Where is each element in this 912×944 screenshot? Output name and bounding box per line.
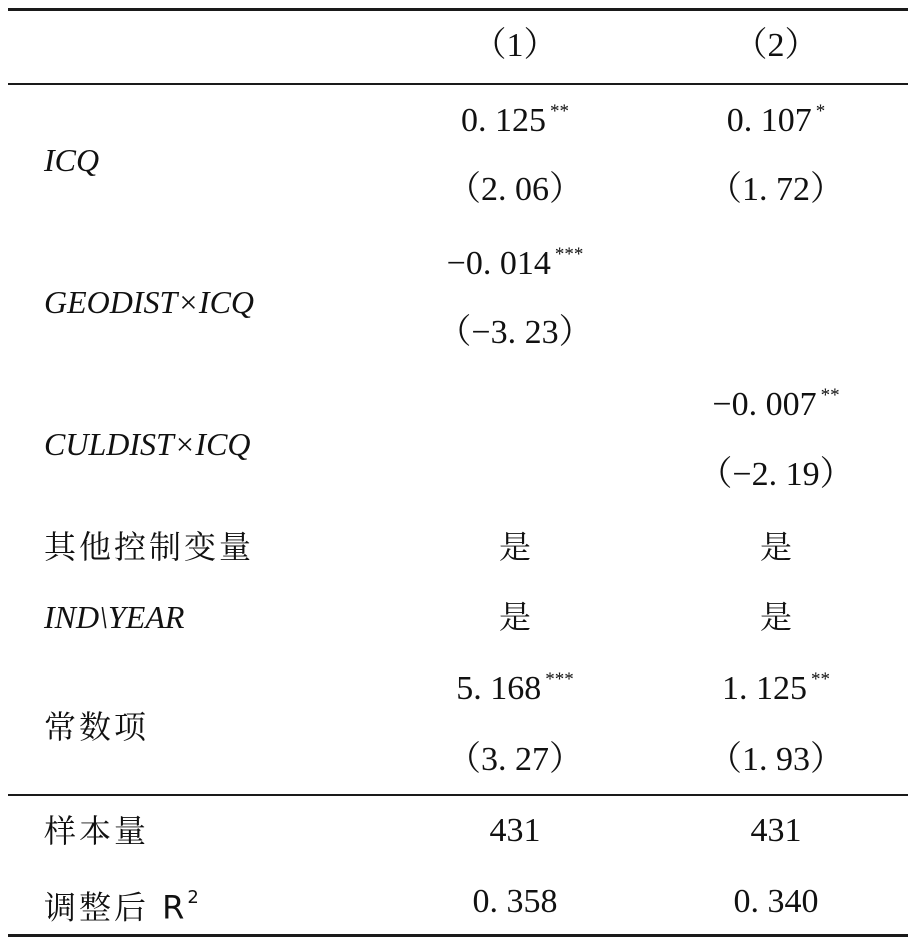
icq-col1-coef: 0. 125 **	[461, 101, 569, 139]
geodist-col1-stars: ***	[554, 244, 584, 265]
bottom-rule	[8, 934, 908, 937]
icq-label: ICQ	[44, 142, 100, 178]
icq-col2-coef: 0. 107 *	[726, 101, 826, 139]
controls-col1: 是	[498, 528, 532, 566]
icq-col2-t: （1. 72）	[708, 171, 844, 208]
icq-col1-stars: **	[550, 101, 569, 122]
geodist-col1-coef: −0. 014 ***	[446, 244, 584, 282]
controls-label: 其他控制变量	[44, 528, 255, 566]
culdist-col2-t: （−2. 19）	[698, 456, 854, 493]
adj-r2-col1: 0. 358	[472, 883, 558, 920]
r2-superscript: 2	[187, 887, 202, 908]
culdist-col2-stars: **	[820, 385, 840, 406]
stats-rule	[8, 794, 908, 796]
col1-header: （1）	[472, 27, 558, 64]
constant-col1-stars: ***	[545, 669, 574, 690]
col2-header: （2）	[733, 27, 819, 64]
constant-col2-coef: 1. 125 **	[722, 669, 830, 707]
culdist-col2-coef: −0. 007 **	[712, 385, 840, 423]
sample-size-col1: 431	[489, 812, 541, 849]
culdist-icq-label: CULDIST×ICQ	[44, 426, 251, 462]
top-rule	[8, 8, 908, 11]
constant-col2-stars: **	[811, 669, 830, 690]
constant-col1-coef: 5. 168 ***	[456, 669, 574, 707]
constant-col2-t: （1. 93）	[708, 741, 844, 778]
header-rule	[8, 83, 908, 85]
ind-year-col1: 是	[498, 598, 532, 636]
adj-r2-label: 调整后 $R^2$	[44, 887, 202, 927]
sample-size-label: 样本量	[44, 812, 150, 850]
ind-year-label: IND\YEAR	[44, 599, 185, 635]
constant-label: 常数项	[44, 708, 150, 746]
geodist-col1-t: （−3. 23）	[437, 314, 593, 351]
sample-size-col2: 431	[750, 812, 802, 849]
adj-r2-col2: 0. 340	[733, 883, 819, 920]
ind-year-col2: 是	[759, 598, 793, 636]
icq-col1-t: （2. 06）	[447, 171, 583, 208]
geodist-icq-label: GEODIST×ICQ	[44, 284, 255, 320]
controls-col2: 是	[759, 528, 793, 566]
constant-col1-t: （3. 27）	[447, 741, 583, 778]
icq-col2-stars: *	[815, 101, 826, 122]
